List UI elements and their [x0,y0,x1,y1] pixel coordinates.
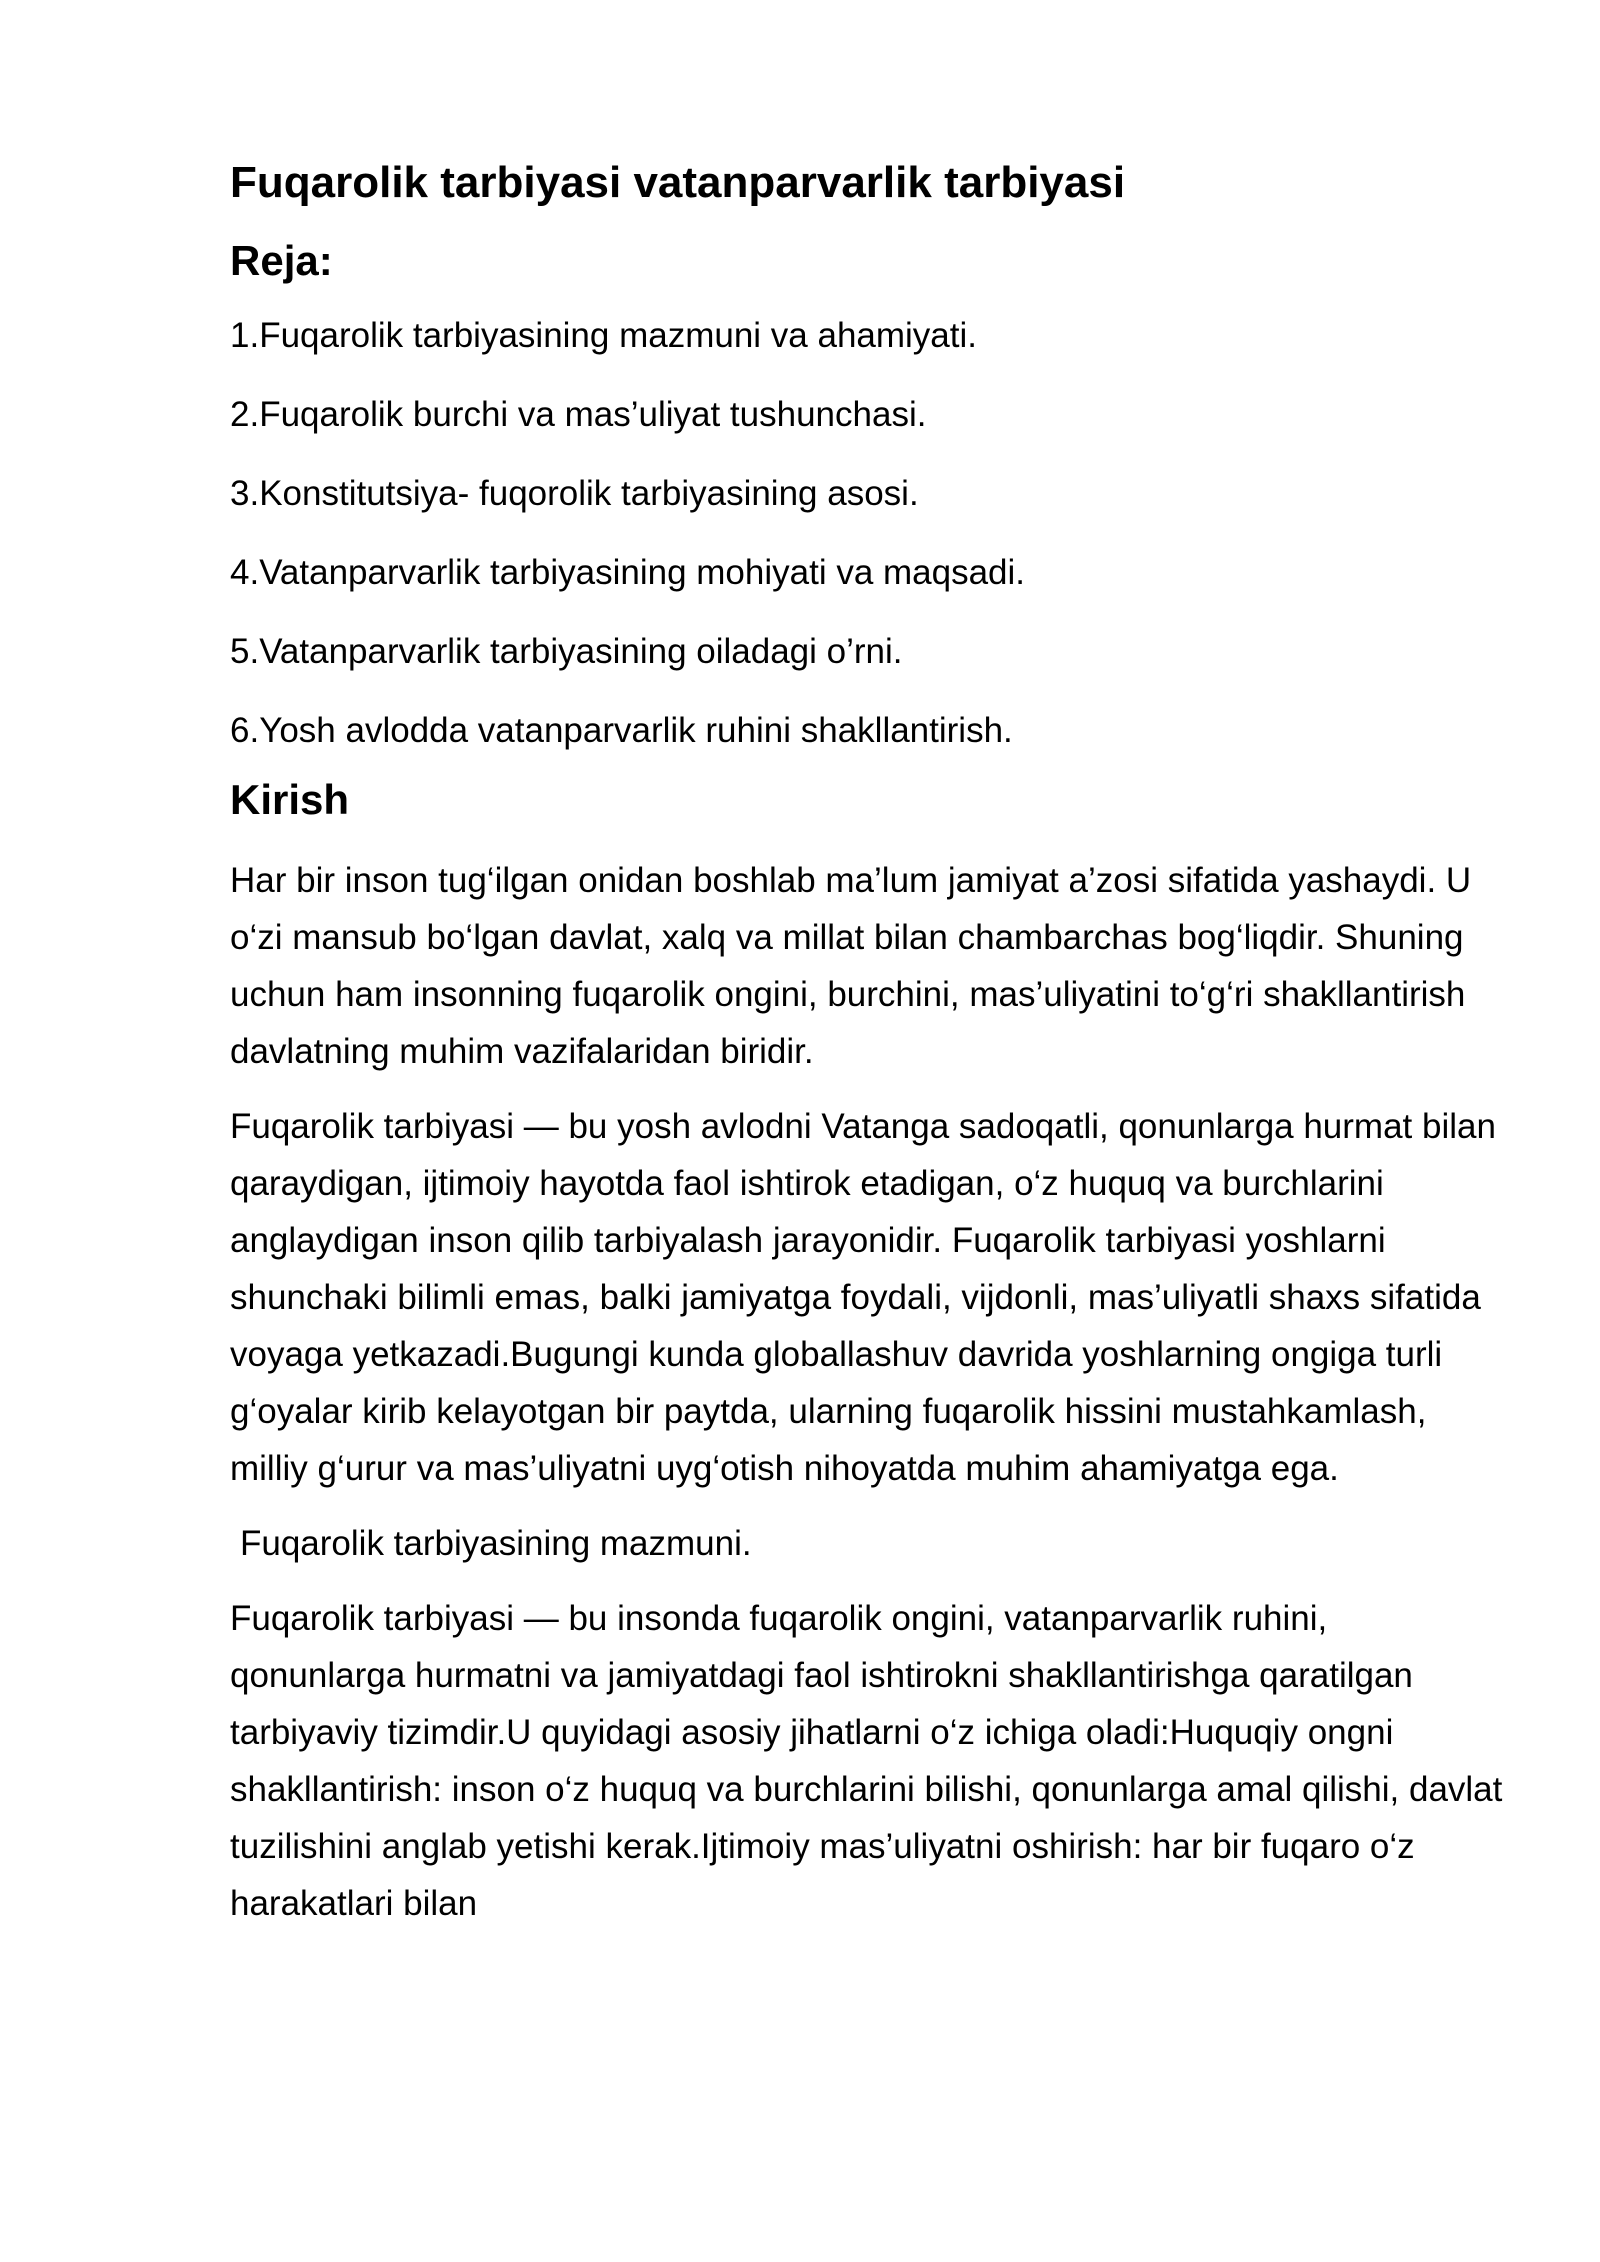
plan-item: 2.Fuqarolik burchi va mas’uliyat tushunchasi. [230,395,927,434]
content-subheading: Fuqarolik tarbiyasining mazmuni. [240,1524,752,1563]
intro-paragraph: Har bir inson tug‘ilgan onidan boshlab ma’lum jamiyat a’zosi sifatida yashaydi. U o‘zi mansub bo‘lgan davlat, xalq va millat bilan chambarchas bog‘liqdir. Shuning uchun ham insonning fuqarolik ongini, burchini, mas’uliyatini to‘g‘ri shakllantirish davlatning muhim vazifalaridan biridir. [230,861,1472,1071]
plan-item: 5.Vatanparvarlik tarbiyasining oiladagi o’rni. [230,632,903,671]
body-paragraph: Fuqarolik tarbiyasi — bu insonda fuqarolik ongini, vatanparvarlik ruhini, qonunlarga hurmatni va jamiyatdagi faol ishtirokni shakllantirishga qaratilgan tarbiyaviy tizimdir.U quyidagi asosiy jihatlarni o‘z ichiga oladi:Huquqiy ongni shakllantirish: inson o‘z huquq va burchlarini bilishi, qonunlarga amal qilishi, davlat tuzilishini anglab yetishi kerak.Ijtimoiy mas’uliyatni oshirish: har bir fuqaro o‘z harakatlari bilan [230,1599,1503,1923]
plan-heading: Reja: [230,237,333,284]
plan-item: 1.Fuqarolik tarbiyasining mazmuni va ahamiyati. [230,316,977,355]
body-paragraph: Fuqarolik tarbiyasi — bu yosh avlodni Vatanga sadoqatli, qonunlarga hurmat bilan qaraydigan, ijtimoiy hayotda faol ishtirok etadigan, o‘z huquq va burchlarini anglaydigan inson qilib tarbiyalash jarayonidir. Fuqarolik tarbiyasi yoshlarni shunchaki bilimli emas, balki jamiyatga foydali, vijdonli, mas’uliyatli shaxs sifatida voyaga yetkazadi.Bugungi kunda globallashuv davrida yoshlarning ongiga turli g‘oyalar kirib kelayotgan bir paytda, ularning fuqarolik hissini mustahkamlash, milliy g‘urur va mas’uliyatni uyg‘otish nihoyatda muhim ahamiyatga ega. [230,1107,1496,1488]
plan-list [230,313,1510,754]
plan-item: 3.Konstitutsiya- fuqorolik tarbiyasining asosi. [230,474,919,513]
document-page [230,155,1510,1950]
plan-item: 6.Yosh avlodda vatanparvarlik ruhini shakllantirish. [230,711,1013,750]
intro-heading: Kirish [230,776,350,823]
document-title: Fuqarolik tarbiyasi vatanparvarlik tarbiyasi [230,158,1126,207]
plan-item: 4.Vatanparvarlik tarbiyasining mohiyati va maqsadi. [230,553,1026,592]
